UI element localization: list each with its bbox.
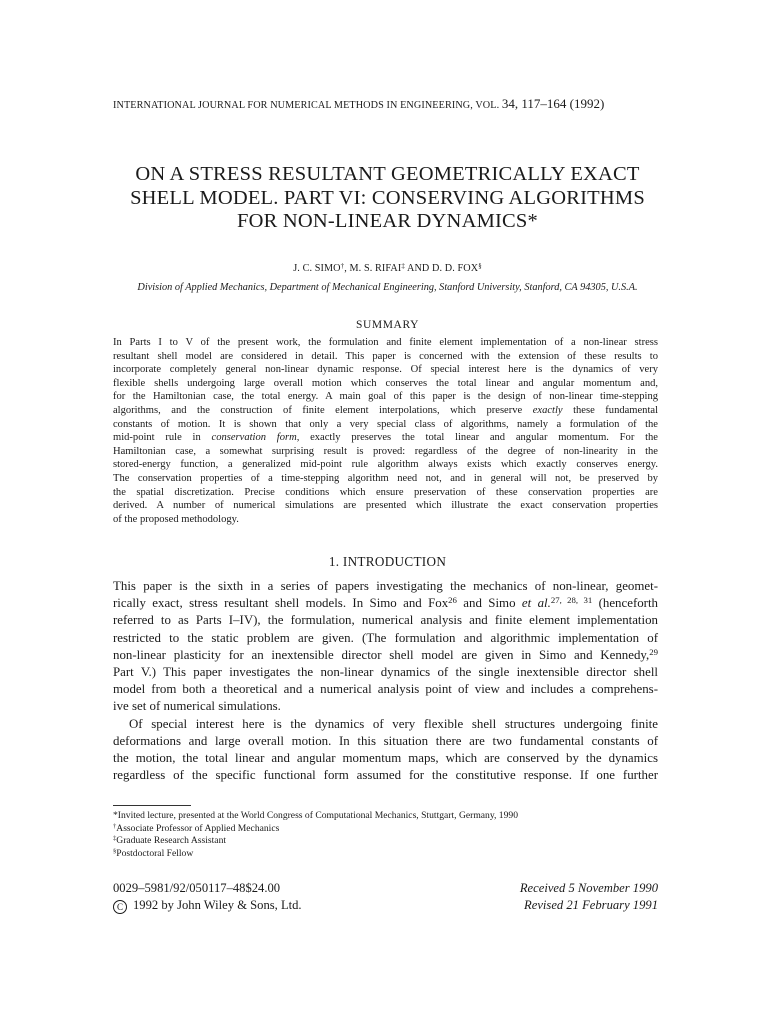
summary-line-6-end: these fundamental (562, 404, 658, 416)
summary-abstract (113, 336, 658, 526)
paper-title (100, 163, 675, 234)
footnote-mark-section: § (113, 847, 117, 855)
issn-price: 0029–5981/92/050117–48$24.00 (113, 881, 281, 895)
intro-line: restricted to the static problem are given. (The formulation and algorithmic implementation of (113, 630, 658, 645)
summary-line: constants of motion. It is shown that only a very special class of algorithms, namely a formulation of the (113, 418, 658, 430)
summary-line: flexible shells undergoing large overall motion which conserves the total linear and angular momentum and, (113, 377, 658, 389)
summary-line: resultant shell model are considered in detail. This paper is concerned with the extension of these results to (113, 350, 658, 362)
author-simo: J. C. SIMO (293, 263, 341, 274)
footnote-text: Associate Professor of Applied Mechanics (116, 822, 280, 834)
summary-heading: SUMMARY (356, 319, 419, 331)
summary-line: for the Hamiltonian case, the total energy. A main goal of this paper is the design of non-linear time-stepping (113, 391, 658, 403)
summary-line: derived. A number of numerical simulations are presented which illustrate the exact conservation properties (113, 500, 658, 512)
summary-emphasis-conservation-form: conservation form, (211, 432, 300, 444)
summary-emphasis-exactly: exactly (532, 404, 563, 416)
footnote-invited-lecture (113, 810, 658, 823)
title-line-3: FOR NON-LINEAR DYNAMICS* (237, 210, 538, 232)
journal-running-header (113, 96, 673, 112)
author-mark-dagger: † (340, 262, 345, 270)
footnote-text: Invited lecture, presented at the World Congress of Computational Mechanics, Stuttgart, Germany, 1990 (117, 810, 518, 821)
summary-line: the spatial discretization. Precise conditions which ensure preservation of these conservation properties are (113, 486, 658, 498)
footnote-graduate-assistant (113, 835, 658, 848)
intro-line: the motion, the total linear and angular momentum maps, which are conserved by the dynamics (113, 751, 658, 766)
title-line-2: SHELL MODEL. PART VI: CONSERVING ALGORITHMS (130, 186, 645, 209)
submission-dates (520, 880, 658, 913)
intro-line: Of special interest here is the dynamics of very flexible shell structures undergoing finite (129, 716, 658, 731)
intro-line: regardless of the specific functional form assumed for the constitutive response. If one further (113, 768, 658, 783)
copyright-line (113, 897, 302, 914)
summary-line-8-start: mid-point rule in (113, 432, 212, 444)
citation-29: 29 (649, 646, 658, 657)
volume-pages-year: 34, 117–164 (1992) (501, 96, 605, 111)
copyright-icon: C (113, 900, 127, 914)
intro-line: referred to as Parts I–IV), the formulation, numerical analysis and finite element implementation (113, 613, 658, 628)
footnote-postdoctoral-fellow (113, 848, 658, 861)
journal-name: INTERNATIONAL JOURNAL FOR NUMERICAL METHODS IN ENGINEERING, VOL. (113, 100, 500, 111)
footnote-mark-dagger: † (113, 822, 117, 830)
summary-line: In Parts I to V of the present work, the formulation and finite element implementation of a non-linear stress (113, 337, 658, 348)
intro-line (113, 647, 658, 664)
publication-info (113, 880, 302, 914)
author-mark-section: § (478, 262, 482, 270)
footnotes (113, 810, 658, 860)
summary-line (113, 431, 658, 445)
title-line-1: ON A STRESS RESULTANT GEOMETRICALLY EXACT (135, 163, 640, 185)
copyright-text: 1992 by John Wiley & Sons, Ltd. (133, 897, 302, 912)
footnote-rule (113, 805, 191, 806)
footnote-text: Postdoctoral Fellow (116, 847, 194, 859)
summary-line (113, 404, 658, 418)
summary-line: Hamiltonian case, a somewhat surprising result is proved: regardless of the degree of non-linearity in the (113, 445, 658, 457)
introduction-heading: 1. INTRODUCTION (328, 554, 447, 569)
summary-line-8-end: exactly preserves the total linear and angular momentum. For the (299, 432, 658, 444)
author-mark-double-dagger: ‡ (401, 262, 405, 270)
intro-line: model from both a theoretical and a numerical analysis point of view and includes a comprehens- (113, 682, 658, 697)
intro-line (113, 595, 658, 612)
footnote-mark-double-dagger: ‡ (113, 835, 117, 843)
intro-line-5-a: non-linear plasticity for an inextensible director shell model are given in Simo and Kennedy, (113, 647, 650, 662)
summary-line-6-start: algorithms, and the construction of finite element interpolations, which preserve (113, 404, 533, 416)
footnote-text: Graduate Research Assistant (116, 835, 227, 847)
intro-et-al: et al. (521, 596, 551, 611)
intro-line-2-c: (henceforth (592, 596, 658, 611)
intro-line: ive set of numerical simulations. (113, 699, 281, 714)
intro-line-2-a: rically exact, stress resultant shell models. In Simo and Fox (113, 596, 449, 611)
author-list (100, 263, 675, 274)
intro-line: This paper is the sixth in a series of papers investigating the mechanics of non-linear, geomet- (113, 579, 658, 593)
summary-line: incorporate completely general non-linear dynamic response. Of special interest here is the dynamics of very (113, 364, 658, 376)
revised-date: Revised 21 February 1991 (524, 897, 658, 912)
summary-line: The conservation properties of a time-stepping algorithm need not, and in general will not, be preserved by (113, 472, 658, 484)
author-affiliation: Division of Applied Mechanics, Department of Mechanical Engineering, Stanford University, Stanford, CA 94305, U.S.A. (137, 282, 638, 293)
footnote-associate-professor (113, 823, 658, 836)
citation-27-28-31: 27, 28, 31 (550, 595, 593, 606)
intro-line-2-b: and Simo (456, 596, 522, 611)
introduction-body (113, 578, 658, 784)
author-rifai: , M. S. RIFAI (344, 263, 402, 274)
summary-line: stored-energy function, a generalized mid-point rule algorithm always exists which exactly conserves energy. (113, 459, 658, 471)
intro-line: deformations and large overall motion. In this situation there are two fundamental constants of (113, 733, 658, 748)
citation-26: 26 (448, 595, 457, 606)
received-date: Received 5 November 1990 (519, 881, 658, 895)
author-fox: AND D. D. FOX (404, 263, 479, 274)
summary-line: of the proposed methodology. (113, 513, 239, 525)
footnote-mark-asterisk: * (113, 810, 118, 821)
intro-line: Part V.) This paper investigates the non-linear dynamics of the single inextensible director shell (113, 665, 658, 680)
